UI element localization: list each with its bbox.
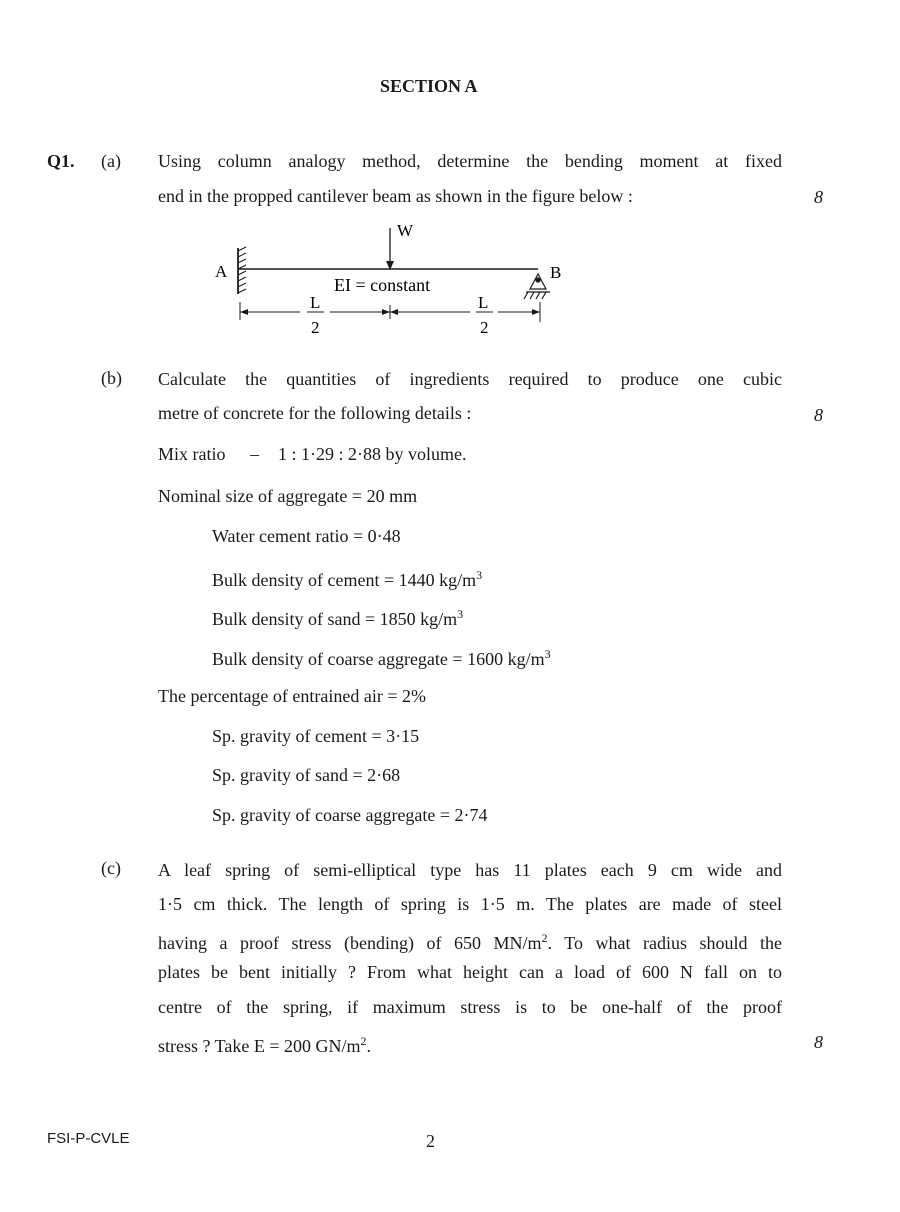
half-span-denominator-left: 2 — [311, 318, 320, 337]
part-b-label: (b) — [101, 368, 122, 388]
paper-code: FSI-P-CVLE — [47, 1130, 130, 1147]
mix-ratio-label: Mix ratio — [158, 444, 226, 464]
part-b-marks: 8 — [814, 405, 823, 425]
part-c-line-5: centre of the spring, if maximum stress is to be one-half of the proof — [158, 997, 782, 1017]
support-b-label: B — [550, 263, 562, 282]
mix-ratio-dash: – — [250, 444, 259, 464]
part-a-marks: 8 — [814, 187, 823, 207]
half-span-denominator-right: 2 — [480, 318, 489, 337]
part-c-line-2: 1·5 cm thick. The length of spring is 1·5 m. The plates are made of steel — [158, 894, 782, 914]
half-span-numerator-left: L — [310, 293, 321, 312]
dimension-arrow-4 — [532, 309, 540, 315]
fixed-support-hatching — [238, 247, 246, 293]
sp-gravity-coarse: Sp. gravity of coarse aggregate = 2·74 — [212, 805, 488, 825]
part-c-line-4: plates be bent initially ? From what height can a load of 600 N fall on to — [158, 962, 782, 982]
part-a-label: (a) — [101, 151, 121, 171]
sp-gravity-cement: Sp. gravity of cement = 3·15 — [212, 726, 420, 746]
dimension-arrow-1 — [240, 309, 248, 315]
bulk-density-sand: Bulk density of sand = 1850 $kg/m^3$ — [212, 607, 464, 629]
entrained-air: The percentage of entrained air = 2% — [158, 686, 427, 706]
part-c-label: (c) — [101, 858, 121, 878]
support-a-label: A — [215, 262, 228, 281]
sp-gravity-sand: Sp. gravity of sand = 2·68 — [212, 765, 401, 785]
pinned-support — [524, 274, 550, 299]
part-c-line-1: A leaf spring of semi-elliptical type has 11 plates each 9 cm wide and — [158, 860, 782, 880]
question-number: Q1. — [47, 151, 75, 171]
mix-ratio-value: 1 : 1·29 : 2·88 by volume. — [278, 444, 467, 464]
propped-cantilever-figure — [200, 212, 580, 347]
bulk-density-cement: Bulk density of cement = 1440 $kg/m^3$ — [212, 568, 483, 590]
part-a-line-1: Using column analogy method, determine the bending moment at fixed — [158, 151, 782, 171]
half-span-numerator-right: L — [478, 293, 489, 312]
load-label: W — [397, 221, 414, 240]
nominal-size: Nominal size of aggregate = 20 mm — [158, 486, 418, 506]
part-b-line-2: metre of concrete for the following details : — [158, 403, 472, 423]
stiffness-label: EI = constant — [334, 275, 431, 295]
page-number: 2 — [426, 1131, 435, 1151]
section-heading: SECTION A — [380, 76, 478, 96]
part-c-line-6: stress ? Take E = 200 $GN/m^2$. — [158, 1034, 372, 1056]
part-c-marks: 8 — [814, 1032, 823, 1052]
part-b-line-1: Calculate the quantities of ingredients required to produce one cubic — [158, 369, 782, 389]
part-c-line-3: having a proof stress (bending) of 650 $MN/m^2$. To what radius should the — [158, 931, 782, 953]
part-a-line-2: end in the propped cantilever beam as shown in the figure below : — [158, 186, 633, 206]
dimension-arrow-2 — [382, 309, 390, 315]
water-cement-ratio: Water cement ratio = 0·48 — [212, 526, 401, 546]
bulk-density-coarse: Bulk density of coarse aggregate = 1600 $kg/m^3$ — [212, 647, 551, 669]
